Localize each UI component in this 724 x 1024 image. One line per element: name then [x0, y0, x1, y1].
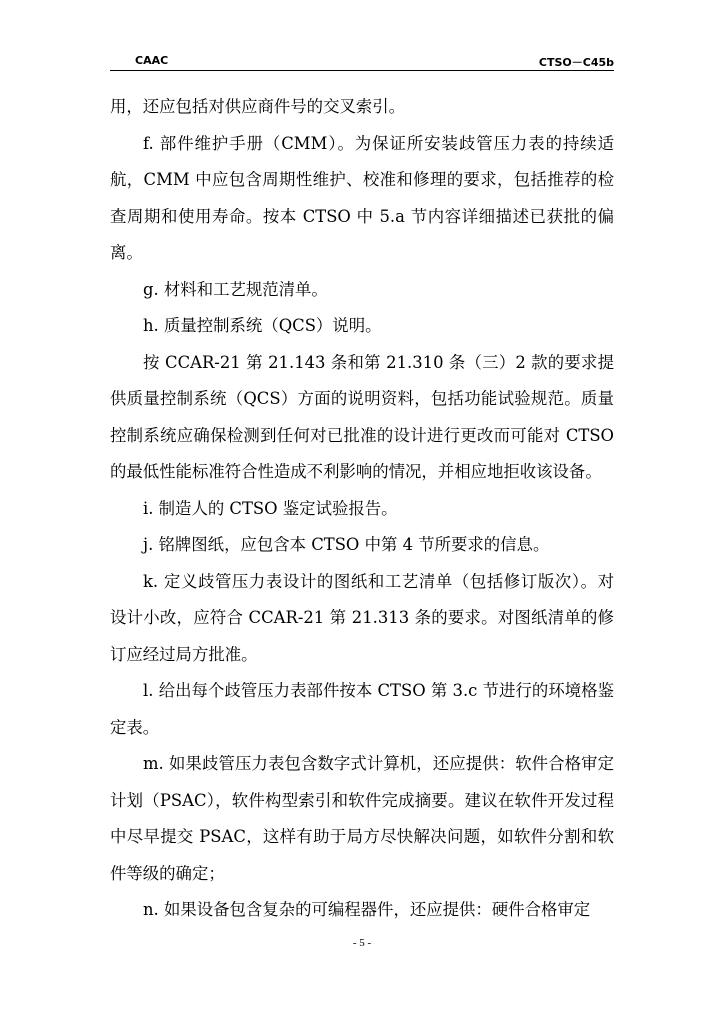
paragraph-k: k. 定义歧管压力表设计的图纸和工艺清单（包括修订版次）。对设计小改，应符合 CCAR-21 第 21.313 条的要求。对图纸清单的修订应经过局方批准。 — [110, 571, 614, 664]
paragraph-j: j. 铭牌图纸，应包含本 CTSO 中第 4 节所要求的信息。 — [143, 535, 550, 554]
header-left: CAAC — [135, 54, 169, 67]
paragraph-m: m. 如果歧管压力表包含数字式计算机，还应提供：软件合格审定计划（PSAC），软件构型索引和软件完成摘要。建议在软件开发过程中尽早提交 PSAC，这样有助于局方尽快解决问题，如软件分割和软件等级的确定； — [110, 754, 614, 883]
paragraph-l: l. 给出每个歧管压力表部件按本 CTSO 第 3.c 节进行的环境格鉴定表。 — [110, 681, 614, 737]
body-text — [110, 89, 614, 929]
paragraph-qcs: 按 CCAR-21 第 21.143 条和第 21.310 条（三）2 款的要求提供质量控制系统（QCS）方面的说明资料，包括功能试验规范。质量控制系统应确保检测到任何对已批准的设计进行更改而可能对 CTSO 的最低性能标准符合性造成不利影响的情况，并相应地拒收该设备。 — [110, 352, 614, 481]
paragraph-i: i. 制造人的 CTSO 鉴定试验报告。 — [143, 498, 398, 518]
paragraph-n: n. 如果设备包含复杂的可编程器件，还应提供：硬件合格审定 — [143, 900, 591, 919]
header-right: CTSO－C45b — [538, 56, 614, 69]
header-rule — [110, 70, 614, 71]
paragraph-f: f. 部件维护手册（CMM）。为保证所安装歧管压力表的持续适航，CMM 中应包含周期性维护、校准和修理的要求，包括推荐的检查周期和使用寿命。按本 CTSO 中 5.a 节内容详细描述已获批的偏离。 — [110, 133, 614, 262]
paragraph-h: h. 质量控制系统（QCS）说明。 — [143, 316, 382, 335]
paragraph-continuation: 用，还应包括对供应商件号的交叉索引。 — [110, 97, 406, 116]
paragraph-g: g. 材料和工艺规范清单。 — [143, 279, 328, 299]
page-number: - 5 - — [352, 937, 372, 949]
